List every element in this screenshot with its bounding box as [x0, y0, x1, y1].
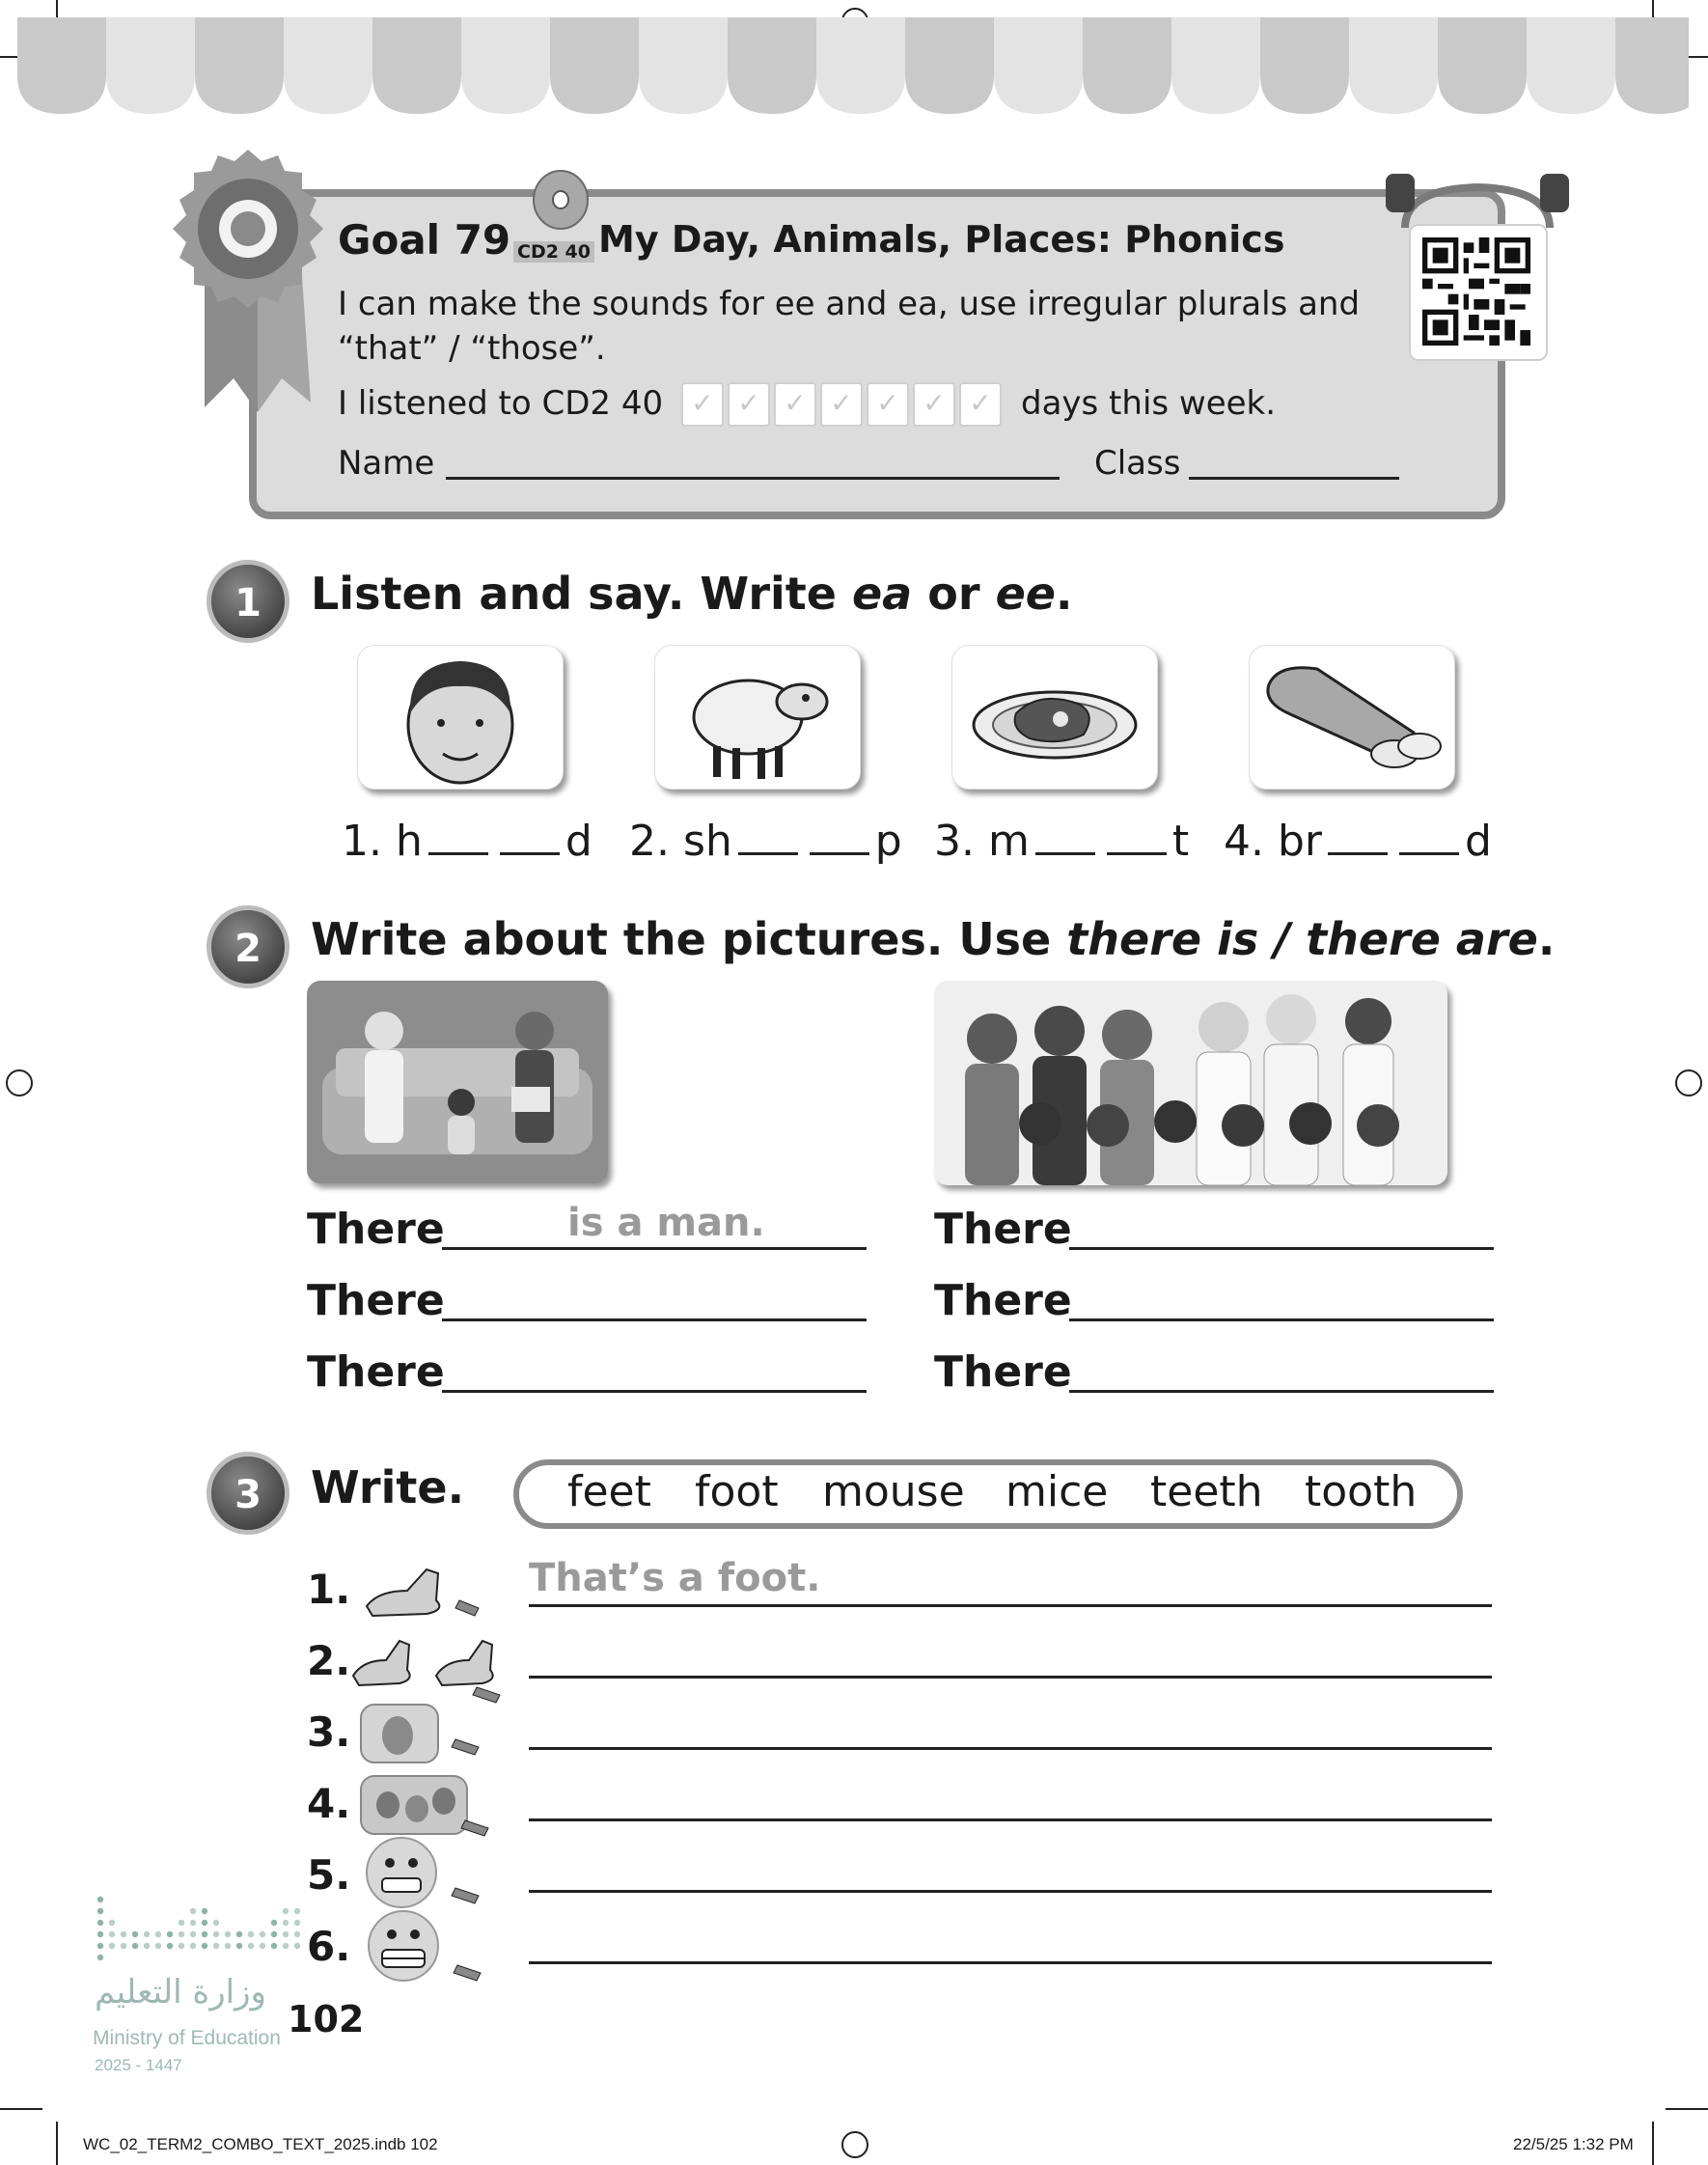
- class-label: Class: [1094, 444, 1181, 483]
- logo-dot: [260, 1943, 265, 1949]
- word-bank-word: tooth: [1305, 1467, 1418, 1516]
- letter-blank[interactable]: [1328, 852, 1388, 855]
- awning-scallop: [195, 17, 284, 114]
- logo-dot: [97, 1897, 103, 1902]
- logo-dot: [260, 1931, 265, 1937]
- logo-dot: [109, 1943, 115, 1949]
- day-checkbox[interactable]: ✓: [774, 382, 816, 427]
- logo-dot: [225, 1931, 231, 1937]
- logo-dot: [202, 1943, 207, 1949]
- boy-face-icon: [358, 646, 563, 789]
- answer-line[interactable]: [529, 1890, 1492, 1893]
- logo-dot: [97, 1955, 103, 1960]
- letter-blank[interactable]: [1107, 852, 1167, 855]
- example-answer: That’s a foot.: [529, 1556, 821, 1600]
- phonics-word-2: 2. sh p: [629, 817, 902, 866]
- registration-mark-right: [1675, 1069, 1702, 1096]
- answer-line[interactable]: [442, 1390, 867, 1393]
- ministry-year: 2025 - 1447: [95, 2056, 182, 2074]
- logo-dot: [97, 1920, 103, 1926]
- logo-dot: [179, 1931, 184, 1937]
- cd-icon: [529, 166, 592, 234]
- awning-scallop: [639, 17, 728, 114]
- letter-blank[interactable]: [428, 852, 488, 855]
- crop-mark-bottom-right: [1666, 2108, 1708, 2110]
- awning-scallop: [816, 17, 905, 114]
- item-number: 3.: [307, 1708, 351, 1756]
- scalloped-awning: [17, 17, 1689, 118]
- logo-dot: [236, 1931, 242, 1937]
- rosette-icon: [166, 147, 330, 417]
- letter-blank[interactable]: [500, 852, 560, 855]
- awning-scallop: [550, 17, 639, 114]
- answer-line[interactable]: [442, 1247, 867, 1250]
- phonics-word-3: 3. m t: [934, 817, 1190, 866]
- awning-scallop: [1171, 17, 1260, 114]
- logo-dot: [236, 1943, 242, 1949]
- there-label: There: [934, 1347, 1072, 1397]
- qr-code-icon[interactable]: [1422, 237, 1530, 346]
- picture-card-bread: [1249, 645, 1455, 790]
- letter-blank[interactable]: [1399, 852, 1459, 855]
- registration-mark-bottom: [841, 2131, 868, 2158]
- example-answer: is a man.: [567, 1201, 765, 1245]
- ministry-arabic: وزارة التعليم: [95, 1973, 266, 2012]
- footer-file-name: WC_02_TERM2_COMBO_TEXT_2025.indb 102: [83, 2135, 438, 2153]
- goal-subtitle: My Day, Animals, Places: Phonics: [598, 218, 1285, 261]
- logo-dot: [97, 1943, 103, 1949]
- goal-title: Goal 79: [338, 216, 511, 264]
- logo-dot: [167, 1931, 173, 1937]
- mouse-icon: [359, 1701, 504, 1774]
- teeth-face-icon: [365, 1907, 510, 1996]
- word-bank-word: teeth: [1150, 1467, 1263, 1516]
- answer-line[interactable]: [529, 1676, 1492, 1679]
- name-field[interactable]: [446, 477, 1060, 480]
- answer-line[interactable]: [529, 1961, 1492, 1964]
- logo-dot: [109, 1920, 115, 1926]
- logo-dot: [294, 1920, 300, 1926]
- page-number: 102: [288, 1998, 365, 2040]
- listen-label: I listened to CD2 40: [338, 384, 664, 423]
- awning-scallop: [1615, 17, 1689, 114]
- registration-mark-left: [6, 1069, 33, 1096]
- picture-card-sheep: [654, 645, 861, 790]
- awning-scallop: [372, 17, 461, 114]
- there-label: There: [307, 1205, 445, 1254]
- letter-blank[interactable]: [1035, 852, 1095, 855]
- crop-mark-bottom-left-v: [56, 2122, 58, 2165]
- class-field[interactable]: [1189, 477, 1399, 480]
- logo-dot: [202, 1908, 207, 1914]
- foot-icon: [359, 1562, 504, 1631]
- name-label: Name: [338, 444, 435, 483]
- awning-scallop: [728, 17, 816, 114]
- awning-scallop: [994, 17, 1083, 114]
- crop-mark-bottom-right-v: [1652, 2122, 1654, 2165]
- logo-dot: [132, 1931, 138, 1937]
- awning-scallop: [17, 17, 106, 114]
- word-bank-word: mouse: [822, 1467, 965, 1516]
- logo-dot: [97, 1908, 103, 1914]
- logo-dot: [271, 1943, 277, 1949]
- family-picture: [307, 981, 608, 1183]
- item-number: 6.: [307, 1923, 351, 1970]
- awning-scallop: [284, 17, 372, 114]
- group-scene-icon: [934, 981, 1447, 1185]
- there-label: There: [934, 1276, 1072, 1325]
- day-checkbox[interactable]: ✓: [681, 382, 724, 427]
- awning-scallop: [1438, 17, 1527, 114]
- ministry-english: Ministry of Education: [93, 2027, 281, 2049]
- logo-dot: [283, 1920, 289, 1926]
- item-number: 1.: [307, 1566, 351, 1613]
- logo-dot: [121, 1943, 126, 1949]
- awning-scallop: [905, 17, 994, 114]
- letter-blank[interactable]: [738, 852, 798, 855]
- logo-dot: [179, 1920, 184, 1926]
- logo-dot: [213, 1943, 219, 1949]
- there-label: There: [307, 1276, 445, 1325]
- listen-days-label: days this week.: [1021, 384, 1277, 423]
- logo-dot: [144, 1943, 150, 1949]
- logo-dot: [225, 1943, 231, 1949]
- logo-dot: [167, 1943, 173, 1949]
- logo-dot: [283, 1908, 289, 1914]
- logo-dot: [132, 1943, 138, 1949]
- item-number: 4.: [307, 1780, 351, 1827]
- logo-dot: [294, 1931, 300, 1937]
- item-number: 5.: [307, 1851, 351, 1899]
- awning-scallop: [106, 17, 195, 114]
- phonics-word-4: 4. br d: [1224, 817, 1492, 866]
- logo-dot: [294, 1908, 300, 1914]
- meat-icon: [952, 646, 1157, 789]
- word-bank-word: foot: [695, 1467, 779, 1516]
- footer-date: 22/5/25 1:32 PM: [1513, 2135, 1634, 2153]
- section-1-title: Listen and say. Write ea or ee.: [311, 568, 1073, 620]
- logo-dot: [179, 1943, 184, 1949]
- logo-dot: [190, 1931, 196, 1937]
- logo-dot: [109, 1931, 115, 1937]
- answer-line[interactable]: [529, 1604, 1492, 1607]
- answer-line[interactable]: [1069, 1318, 1494, 1321]
- group-picture: [934, 981, 1447, 1185]
- logo-dot: [294, 1943, 300, 1949]
- answer-line[interactable]: [442, 1318, 867, 1321]
- sheep-icon: [655, 646, 860, 789]
- awning-scallop: [1527, 17, 1615, 114]
- picture-card-head: [357, 645, 564, 790]
- awning-scallop: [461, 17, 550, 114]
- section-number-1: 1: [207, 560, 289, 643]
- logo-dot: [248, 1943, 254, 1949]
- logo-dot: [248, 1931, 254, 1937]
- answer-line[interactable]: [1069, 1247, 1494, 1250]
- answer-line[interactable]: [1069, 1390, 1494, 1393]
- logo-dot: [202, 1931, 207, 1937]
- day-checkbox[interactable]: ✓: [728, 382, 770, 427]
- there-label: There: [307, 1347, 445, 1397]
- day-checkbox[interactable]: ✓: [867, 382, 909, 427]
- logo-dot: [155, 1943, 161, 1949]
- logo-dot: [190, 1943, 196, 1949]
- ministry-logo-icon: [95, 1894, 307, 1965]
- letter-blank[interactable]: [810, 852, 869, 855]
- logo-dot: [271, 1920, 277, 1926]
- cd-track-label: CD2 40: [513, 241, 594, 263]
- logo-dot: [271, 1931, 277, 1937]
- bread-icon: [1250, 646, 1454, 789]
- day-checkbox[interactable]: ✓: [913, 382, 955, 427]
- logo-dot: [213, 1920, 219, 1926]
- picture-card-meat: [951, 645, 1158, 790]
- feet-icon: [349, 1631, 513, 1705]
- goal-objective: I can make the sounds for ee and ea, use irregular plurals and “that” / “those”.: [338, 285, 1361, 368]
- item-number: 2.: [307, 1637, 351, 1684]
- there-label: There: [934, 1205, 1072, 1254]
- logo-dot: [283, 1943, 289, 1949]
- section-number-3: 3: [207, 1452, 289, 1535]
- logo-dot: [144, 1931, 150, 1937]
- word-bank-word: mice: [1006, 1467, 1109, 1516]
- section-number-2: 2: [207, 905, 289, 988]
- awning-scallop: [1260, 17, 1349, 114]
- crop-mark-bottom-left: [0, 2108, 42, 2110]
- section-3-title: Write.: [311, 1461, 465, 1513]
- day-checkbox[interactable]: ✓: [959, 382, 1002, 427]
- section-2-title: Write about the pictures. Use there is / there are.: [311, 913, 1556, 965]
- logo-dot: [121, 1931, 126, 1937]
- logo-dot: [155, 1931, 161, 1937]
- logo-dot: [202, 1920, 207, 1926]
- logo-dot: [190, 1908, 196, 1914]
- word-bank-word: feet: [567, 1467, 651, 1516]
- phonics-word-1: 1. h d: [342, 817, 592, 866]
- answer-line[interactable]: [529, 1818, 1492, 1821]
- day-checkbox[interactable]: ✓: [820, 382, 863, 427]
- logo-dot: [283, 1931, 289, 1937]
- logo-dot: [213, 1931, 219, 1937]
- answer-line[interactable]: [529, 1747, 1492, 1750]
- family-scene-icon: [307, 981, 608, 1183]
- awning-scallop: [1349, 17, 1438, 114]
- awning-scallop: [1083, 17, 1171, 114]
- logo-dot: [190, 1920, 196, 1926]
- logo-dot: [97, 1931, 103, 1937]
